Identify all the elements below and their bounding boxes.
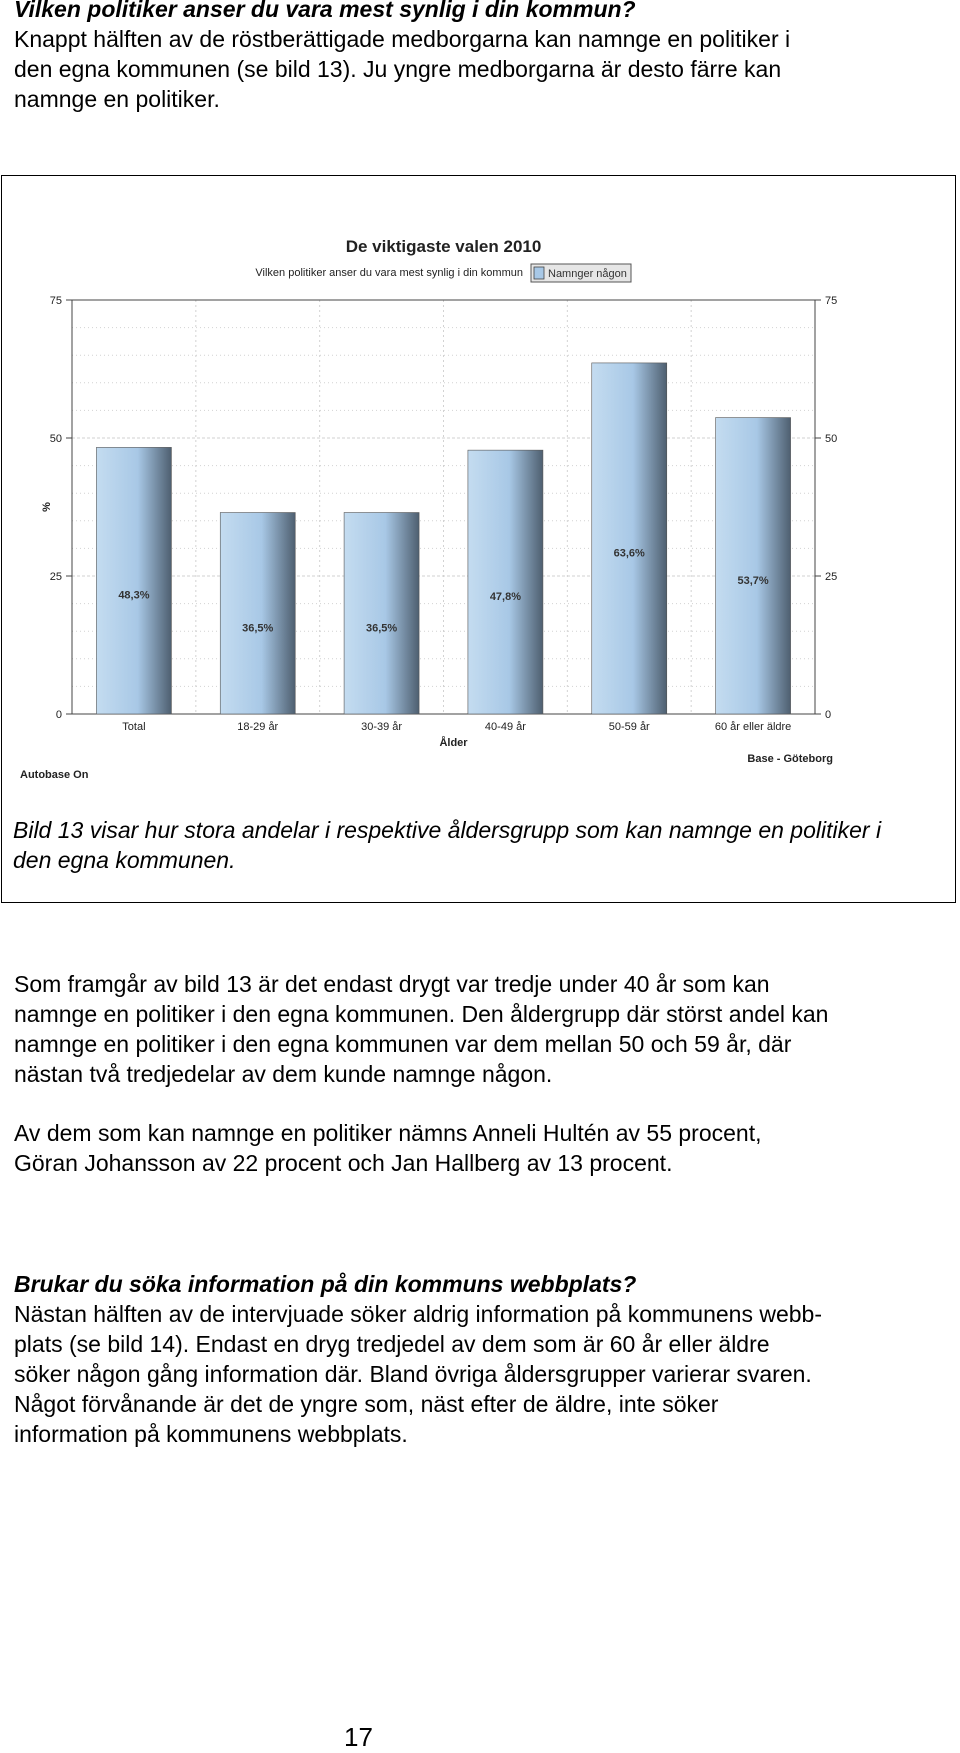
bar-value-label: 48,3% [118,589,150,602]
bar [220,513,295,714]
intro-line-2: den egna kommunen (se bild 13). Ju yngre medborgarna är desto färre kan [14,56,782,82]
y-tick-label-right: 50 [825,433,838,445]
x-tick-label: 40-49 år [484,721,526,733]
intro-line-3: namnge en politiker. [14,86,220,112]
chart-title: De viktigaste valen 2010 [345,237,542,256]
section-heading-synlig-politiker: Vilken politiker anser du vara mest synlig i din kommun? [14,0,636,22]
y-tick-label-right: 25 [825,571,838,583]
bar-value-label: 53,7% [737,574,769,587]
bar [592,363,667,714]
legend-label: Namnger någon [548,268,627,280]
para1-line-1: Som framgår av bild 13 är det endast drygt var tredje under 40 år som kan [14,971,770,997]
x-tick-label: 50-59 år [608,721,650,733]
x-tick-label: 18-29 år [237,721,279,733]
y-tick-label-left: 25 [49,571,62,583]
figure-caption [13,815,933,875]
intro-line-1: Knappt hälften av de röstberättigade medborgarna kan namnge en politiker i [14,26,791,52]
x-tick-label: Total [122,721,146,733]
y-tick-label-right: 0 [825,709,832,721]
y-tick-label-left: 75 [49,295,62,307]
y-tick-label-right: 75 [825,295,838,307]
y-axis-label: % [41,502,53,512]
web-line-2: plats (se bild 14). Endast en dryg tredjedel av dem som är 60 år eller äldre [14,1331,770,1357]
y-tick-label-left: 0 [55,709,62,721]
page-number: 17 [344,1722,373,1752]
bar-chart [0,0,960,800]
bar-value-label: 36,5% [365,622,398,635]
para1-line-4: nästan två tredjedelar av dem kunde namnge någon. [14,1061,553,1087]
para2-line-2: Göran Johansson av 22 procent och Jan Hallberg av 13 procent. [14,1150,673,1176]
bar-value-label: 47,8% [489,591,522,604]
bar [96,447,171,714]
bar-value-label: 63,6% [613,547,645,560]
bar [468,450,543,714]
bar [716,418,791,714]
footer-autobase: Autobase On [20,769,89,781]
web-line-4: Något förvånande är det de yngre som, näst efter de äldre, inte söker [14,1391,719,1417]
legend-swatch [534,267,544,279]
chart-subtitle: Vilken politiker anser du vara mest synlig i din kommun [255,267,523,279]
x-tick-label: 30-39 år [361,721,403,733]
bar [344,513,419,714]
bar-value-label: 36,5% [242,622,274,635]
caption-line-2: den egna kommunen. [13,847,236,873]
x-tick-label: 60 år eller äldre [714,721,792,733]
web-line-5: information på kommunens webbplats. [14,1421,408,1447]
web-line-3: söker någon gång information där. Bland övriga åldersgrupper varierar svaren. [14,1361,812,1387]
footer-base: Base - Göteborg [747,753,833,765]
para2-line-1: Av dem som kan namnge en politiker nämns Anneli Hultén av 55 procent, [14,1120,762,1146]
para1-line-3: namnge en politiker i den egna kommunen var dem mellan 50 och 59 år, där [14,1031,792,1057]
section-heading-webbplats: Brukar du söka information på din kommuns webbplats? [14,1271,637,1297]
caption-line-1: Bild 13 visar hur stora andelar i respektive åldersgrupp som kan namnge en politiker i [13,817,882,843]
x-axis-label: Ålder [439,737,468,749]
para1-line-2: namnge en politiker i den egna kommunen. Den åldergrupp där störst andel kan [14,1001,829,1027]
web-line-1: Nästan hälften av de intervjuade söker aldrig information på kommunens webb- [14,1301,822,1327]
y-tick-label-left: 50 [49,433,62,445]
